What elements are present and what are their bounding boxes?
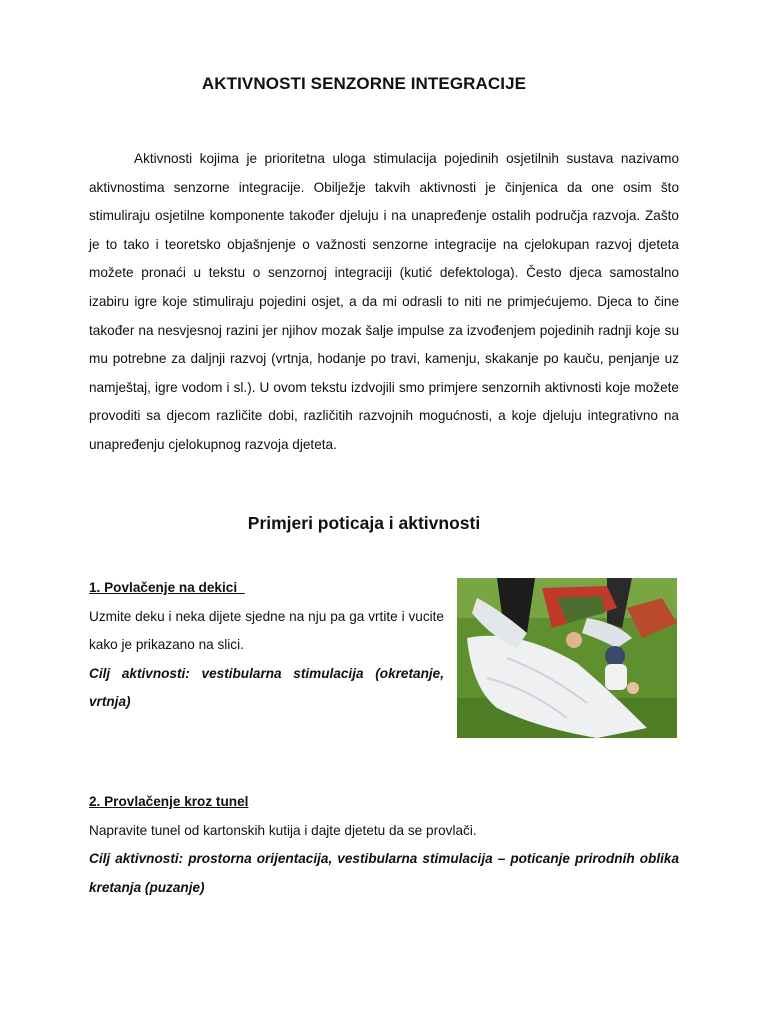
intro-paragraph	[89, 145, 679, 460]
activity-heading: 2. Provlačenje kroz tunel	[89, 794, 249, 809]
intro-text: Aktivnosti kojima je prioritetna uloga stimulacija pojedinih osjetilnih sustava nazivamo aktivnostima senzorne integracije. Obilježje takvih aktivnosti je činjenica da one osim što stimuliraju osjetilne komponente također djeluju i na unapređenje ostalih područja razvoja. Zašto je to tako i teoretsko objašnjenje o važnosti senzorne integracije na cjelokupan razvoj djeteta možete pronaći u tekstu o senzornoj integraciji (kutić defektologa). Često djeca samostalno izabiru igre koje stimuliraju pojedini osjet, a da mi odrasli to niti ne primjećujemo. Djeca to čine također na nesvjesnoj razini jer njihov mozak šalje impulse za izvođenjem pojedinih radnji koje su mu potrebne za daljnji razvoj (vrtnja, hodanje po travi, kamenju, skakanje po kauču, penjanje uz namještaj, igre vodom i sl.). U ovom tekstu izdvojili smo primjere senzornih aktivnosti koje možete provoditi sa djecom različite dobi, različitih razvojnih mogućnosti, a koje djeluju integrativno na unapređenju cjelokupnog razvoja djeteta.	[89, 151, 679, 452]
activity-heading: 1. Povlačenje na dekici	[89, 580, 245, 595]
section-subtitle: Primjeri poticaja i aktivnosti	[247, 513, 481, 533]
activity-description: Uzmite deku i neka dijete sjedne na nju pa ga vrtite i vucite kako je prikazano na slici.	[89, 608, 444, 653]
blanket-pulling-photo	[457, 578, 677, 738]
activity-goal: Cilj aktivnosti: vestibularna stimulacija (okretanje, vrtnja)	[89, 665, 444, 710]
activity-section-2	[89, 788, 679, 902]
activity-description: Napravite tunel od kartonskih kutija i dajte djetetu da se provlači.	[89, 822, 477, 838]
photo-illustration	[457, 578, 677, 738]
activity-goal: Cilj aktivnosti: prostorna orijentacija, vestibularna stimulacija – poticanje prirodnih oblika kretanja (puzanje)	[89, 851, 679, 895]
page-title: AKTIVNOSTI SENZORNE INTEGRACIJE	[201, 74, 527, 93]
activity-section-1	[89, 574, 444, 717]
